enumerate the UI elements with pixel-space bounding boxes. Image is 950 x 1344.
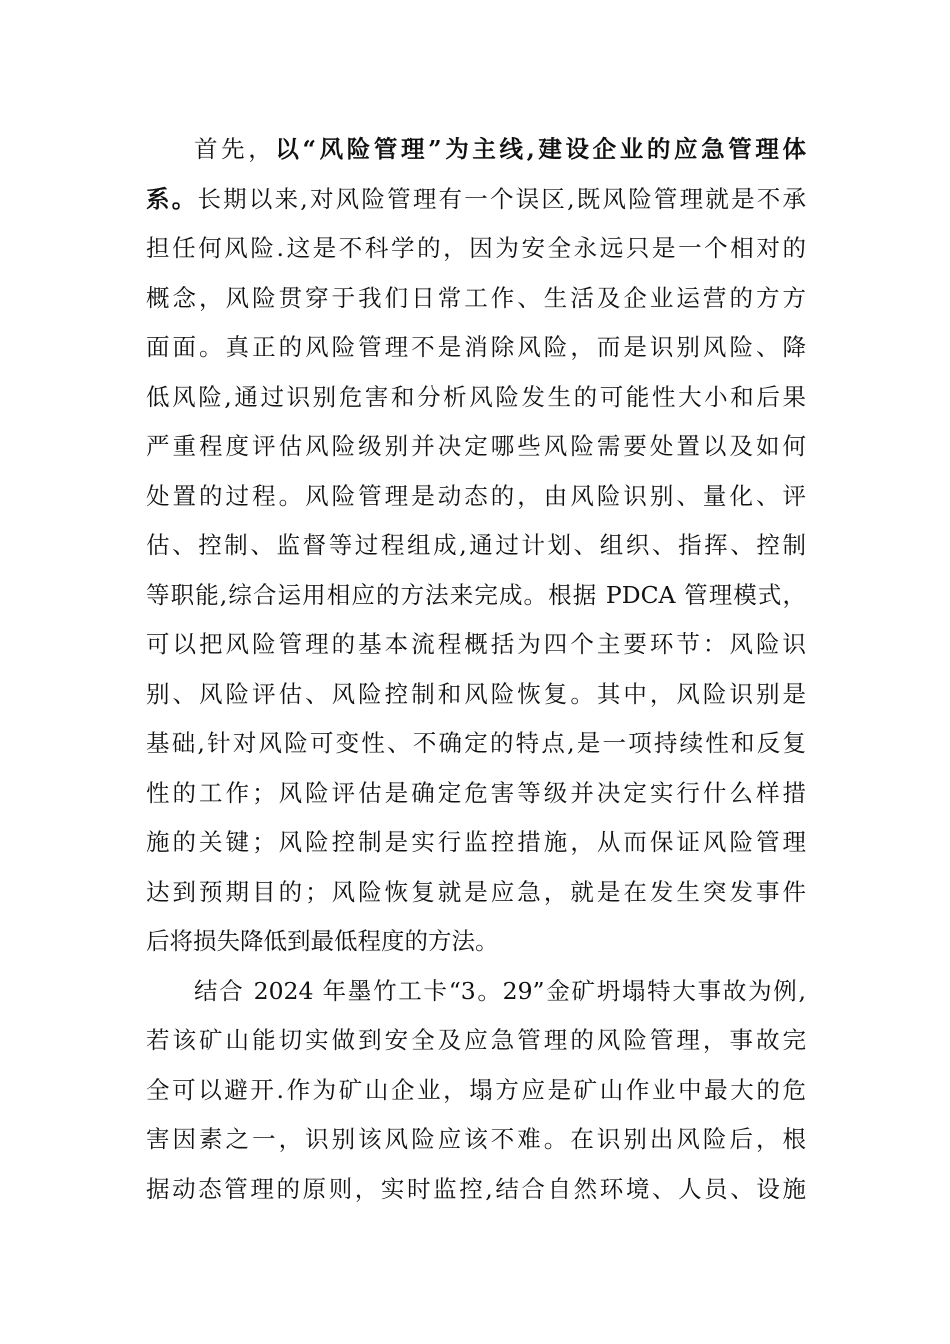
- text-line: [146, 373, 806, 423]
- document-page: [146, 125, 806, 1214]
- text-run: 首先，: [194, 135, 276, 163]
- bold-text-run: 系。: [146, 184, 198, 213]
- paragraph-2: [146, 967, 806, 1215]
- text-run: 后将损失降低到最低程度的方法。: [146, 927, 499, 955]
- text-run: 全可以避开.作为矿山企业，塌方应是矿山作业中最大的危: [146, 1075, 806, 1104]
- text-run: 面面。真正的风险管理不是消除风险，而是识别风险、降: [146, 333, 806, 361]
- text-line: [146, 769, 806, 819]
- text-run: 概念，风险贯穿于我们日常工作、生活及企业运营的方方: [146, 283, 806, 312]
- text-line: [146, 917, 806, 967]
- text-run: 可以把风险管理的基本流程概括为四个主要环节：风险识: [146, 630, 806, 658]
- text-run: 估、控制、监督等过程组成,通过计划、组织、指挥、控制: [146, 531, 806, 559]
- text-line: [146, 571, 806, 621]
- text-run: 等职能,综合运用相应的方法来完成。根据 PDCA 管理模式，: [146, 580, 806, 609]
- text-line: [146, 1066, 806, 1116]
- text-run: 害因素之一，识别该风险应该不难。在识别出风险后，根: [146, 1125, 806, 1153]
- bold-text-run: 以“风险管理”为主线,建设企业的应急管理体: [275, 135, 807, 163]
- text-line: [146, 422, 806, 472]
- text-run: 担任何风险.这是不科学的，因为安全永远只是一个相对的: [146, 234, 806, 262]
- text-run: 低风险,通过识别危害和分析风险发生的可能性大小和后果: [146, 382, 806, 411]
- text-line: [146, 521, 806, 571]
- text-line: [146, 224, 806, 274]
- text-line: [146, 719, 806, 769]
- text-run: 严重程度评估风险级别并决定哪些风险需要处置以及如何: [146, 432, 806, 460]
- text-run: 施的关键；风险控制是实行监控措施，从而保证风险管理: [146, 828, 806, 856]
- text-line: [146, 818, 806, 868]
- text-line: [146, 274, 806, 324]
- text-line: [146, 175, 806, 225]
- text-line: [146, 472, 806, 522]
- text-run: 结合 2024 年墨竹工卡“3。29”金矿坍塌特大事故为例,: [194, 976, 806, 1005]
- text-run: 长期以来,对风险管理有一个误区,既风险管理就是不承: [197, 184, 806, 213]
- text-line: [146, 670, 806, 720]
- text-line: [146, 125, 806, 175]
- text-run: 若该矿山能切实做到安全及应急管理的风险管理，事故完: [146, 1026, 806, 1054]
- text-run: 达到预期目的；风险恢复就是应急，就是在发生突发事件: [146, 877, 806, 906]
- text-run: 基础,针对风险可变性、不确定的特点,是一项持续性和反复: [146, 729, 806, 757]
- text-line: [146, 1016, 806, 1066]
- text-line: [146, 967, 806, 1017]
- text-run: 处置的过程。风险管理是动态的，由风险识别、量化、评: [146, 481, 806, 510]
- text-line: [146, 620, 806, 670]
- text-line: [146, 1165, 806, 1215]
- text-run: 性的工作；风险评估是确定危害等级并决定实行什么样措: [146, 778, 806, 807]
- paragraph-1: [146, 125, 806, 967]
- text-line: [146, 323, 806, 373]
- text-line: [146, 868, 806, 918]
- text-line: [146, 1115, 806, 1165]
- text-run: 别、风险评估、风险控制和风险恢复。其中，风险识别是: [146, 679, 806, 708]
- text-run: 据动态管理的原则，实时监控,结合自然环境、人员、设施: [146, 1174, 806, 1203]
